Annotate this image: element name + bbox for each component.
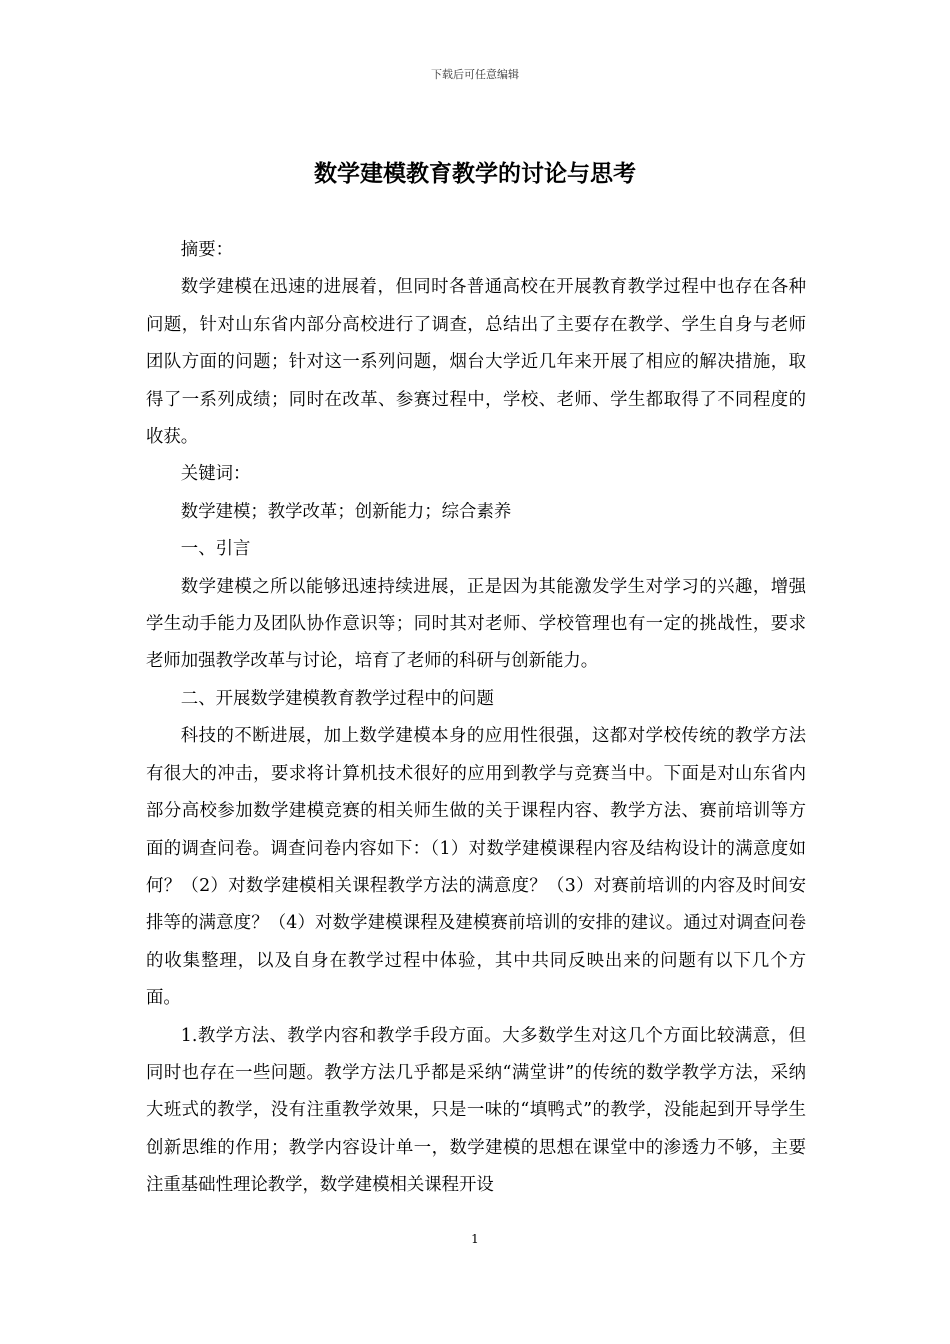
document-title: 数学建模教育教学的讨论与思考 xyxy=(314,161,636,187)
page-number: 1 xyxy=(471,1232,479,1246)
section-1-heading: 一、引言 xyxy=(180,539,251,560)
section-2-point-1: 1.教学方法、教学内容和教学手段方面。大多数学生对这几个方面比较满意，但同时也存在一些问题。教学方法几乎都是采纳“满堂讲”的传统的数学教学方法，采纳大班式的教学，没有注重教学效果，只是一味的“填鸭式”的教学，没能起到开导学生创新思维的作用；教学内容设计单一，数学建模的思想在课堂中的渗透力不够，主要注重基础性理论教学，数学建模相关课程开设 xyxy=(146,1025,806,1196)
section-2-paragraph: 科技的不断进展，加上数学建模本身的应用性很强，这都对学校传统的教学方法有很大的冲击，要求将计算机技术很好的应用到教学与竞赛当中。下面是对山东省内部分高校参加数学建模竞赛的相关师生做的关于课程内容、教学方法、赛前培训等方面的调查问卷。调查问卷内容如下：（1）对数学建模课程内容及结构设计的满意度如何？（2）对数学建模相关课程教学方法的满意度？（3）对赛前培训的内容及时间安排等的满意度？（4）对数学建模课程及建模赛前培训的安排的建议。通过对调查问卷的收集整理，以及自身在教学过程中体验，其中共同反映出来的问题有以下几个方面。 xyxy=(146,726,806,1009)
document-body xyxy=(146,232,806,1205)
keywords-text: 数学建模；教学改革；创新能力；综合素养 xyxy=(180,501,512,522)
section-2-heading: 二、开展数学建模教育教学过程中的问题 xyxy=(180,688,494,709)
section-1-paragraph: 数学建模之所以能够迅速持续进展，正是因为其能激发学生对学习的兴趣，增强学生动手能力及团队协作意识等；同时其对老师、学校管理也有一定的挑战性，要求老师加强教学改革与讨论，培育了老师的科研与创新能力。 xyxy=(146,576,806,672)
keywords-label: 关键词： xyxy=(180,464,251,485)
abstract-paragraph: 数学建模在迅速的进展着，但同时各普通高校在开展教育教学过程中也存在各种问题，针对山东省内部分高校进行了调查，总结出了主要存在教学、学生自身与老师团队方面的问题；针对这一系列问题，烟台大学近几年来开展了相应的解决措施，取得了一系列成绩；同时在改革、参赛过程中，学校、老师、学生都取得了不同程度的收获。 xyxy=(146,277,806,448)
abstract-label: 摘要： xyxy=(180,240,233,260)
page-header-note: 下载后可任意编辑 xyxy=(431,68,519,81)
